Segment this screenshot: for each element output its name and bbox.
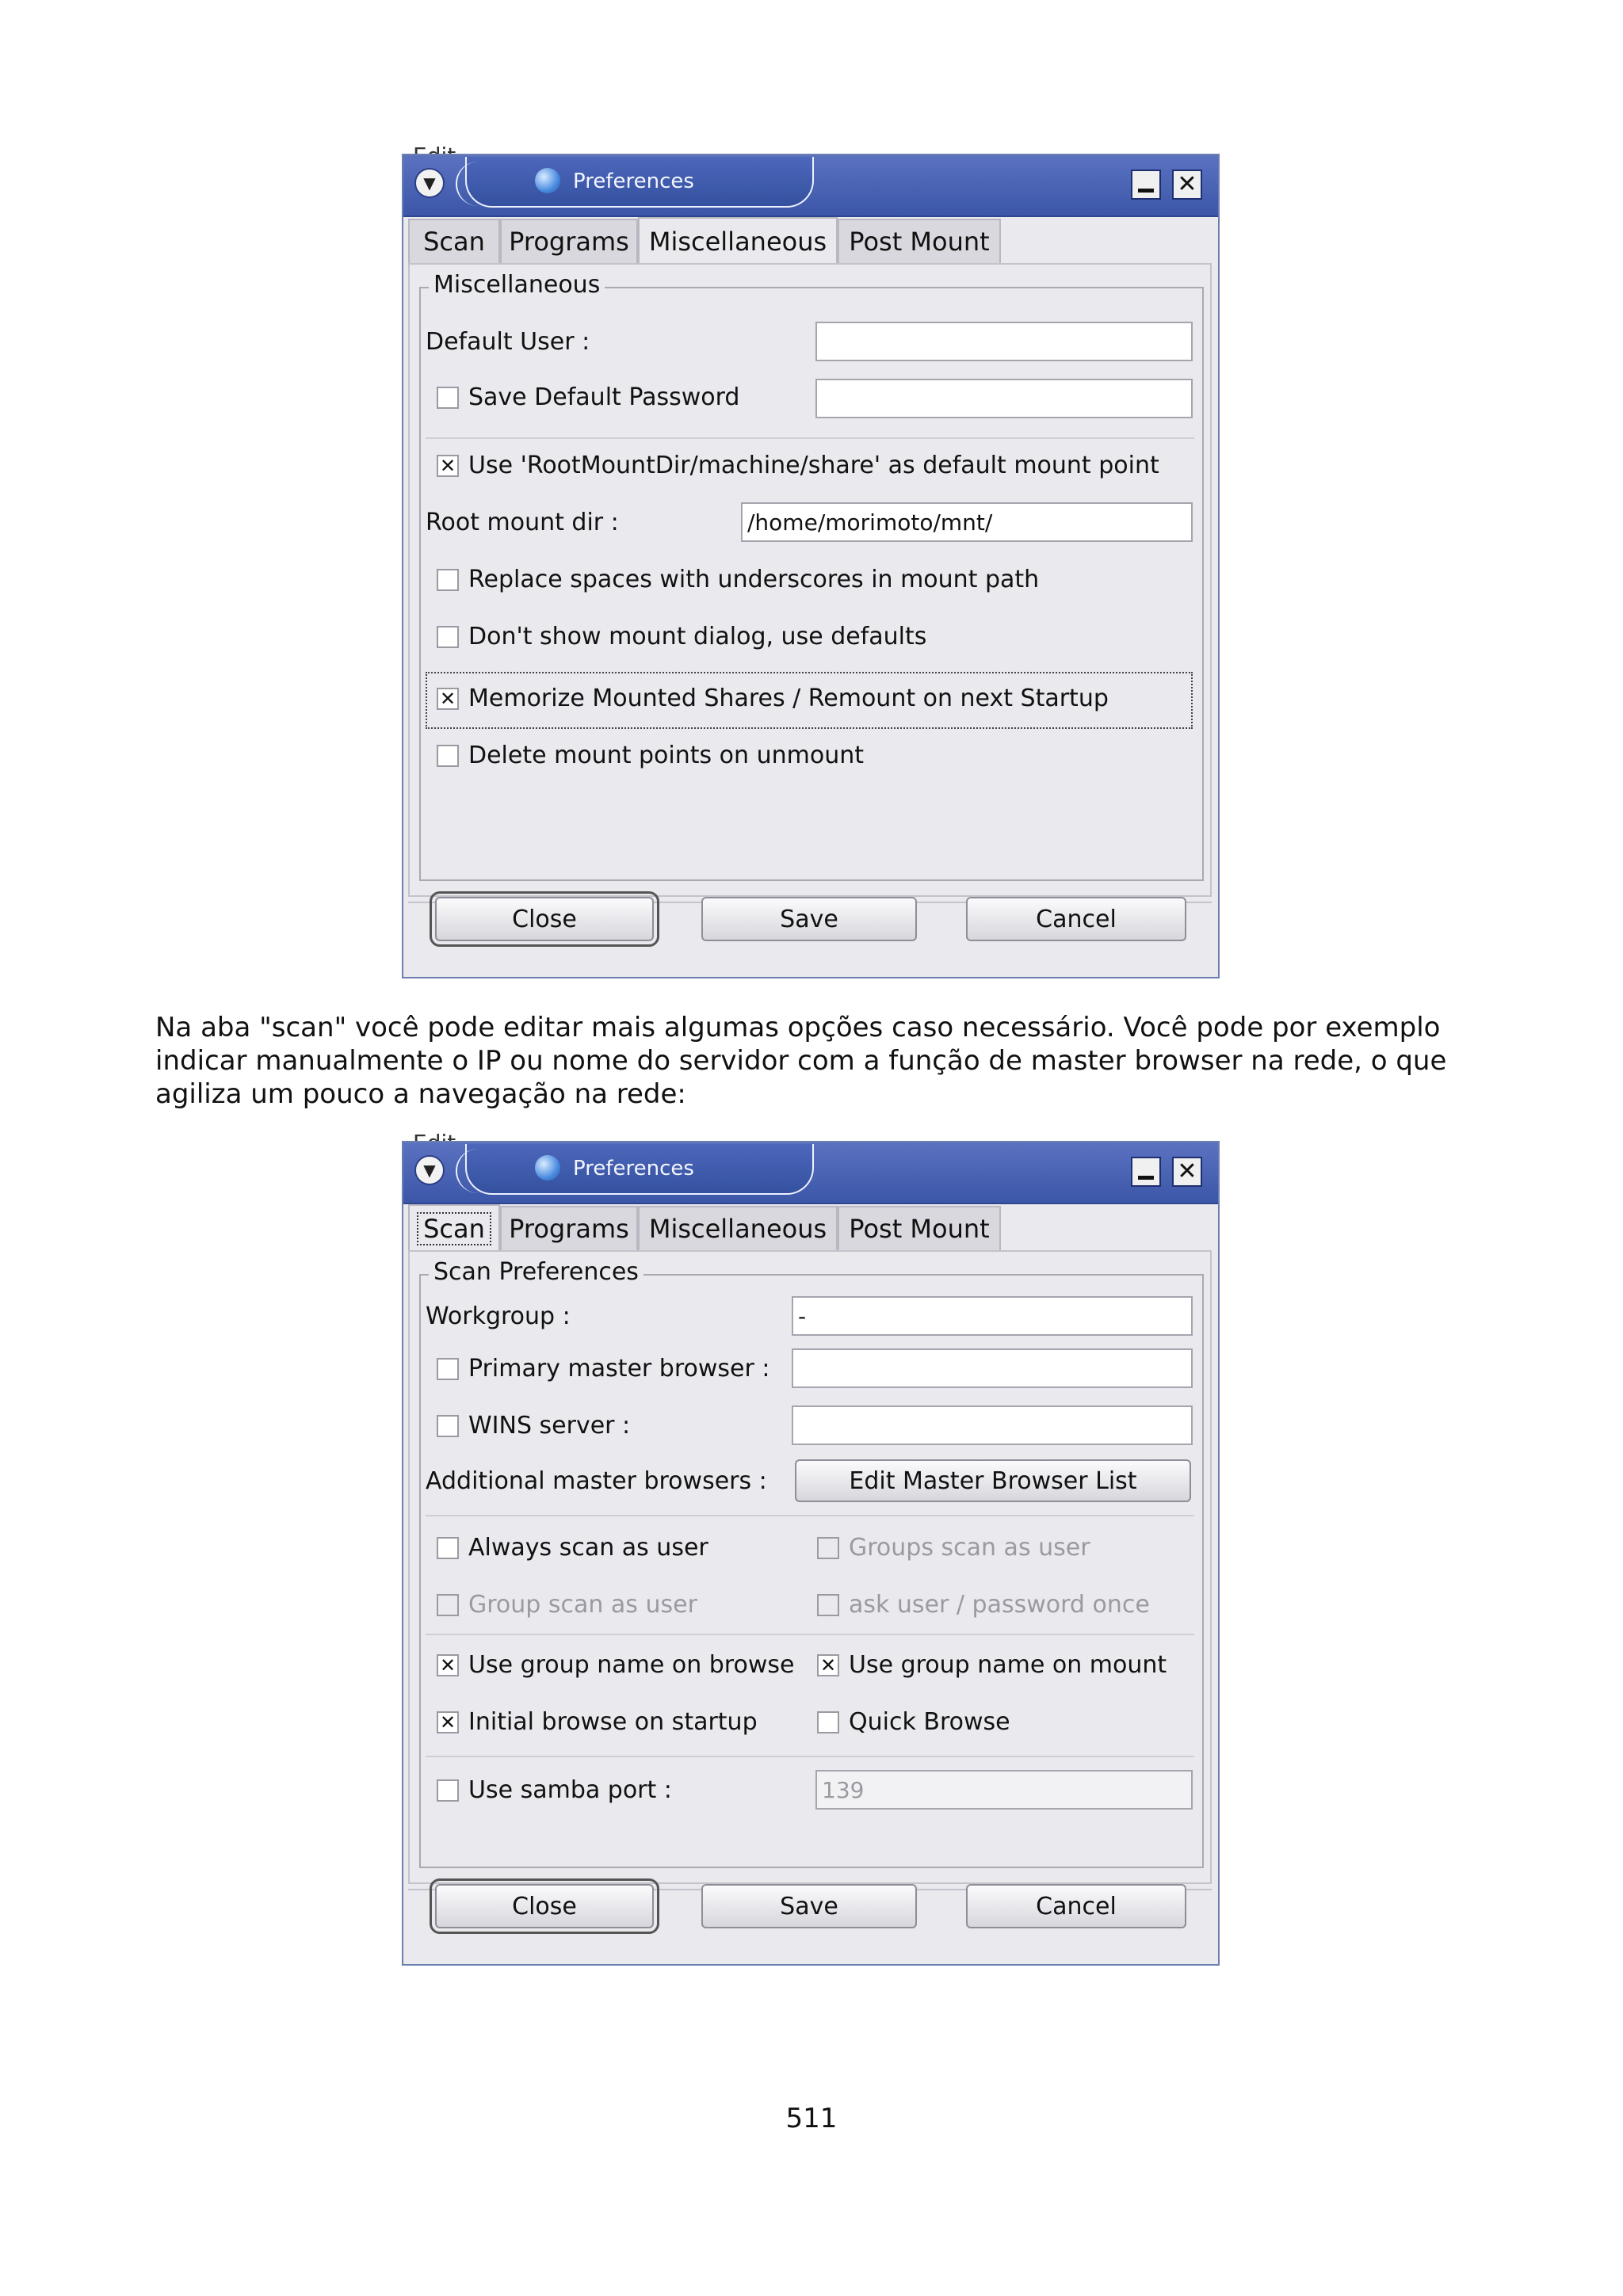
minimize-icon: [1138, 1176, 1154, 1180]
scan-preferences-group: [419, 1258, 1204, 1868]
cancel-button[interactable]: Cancel: [966, 1884, 1186, 1928]
root-mount-dir-label: Root mount dir :: [426, 509, 619, 536]
tab-miscellaneous[interactable]: Miscellaneous: [638, 217, 838, 265]
use-root-mount-label: Use 'RootMountDir/machine/share' as default mount point: [468, 452, 1159, 479]
chevron-down-icon: ▼: [423, 174, 436, 193]
tab-scan[interactable]: Scan: [408, 219, 500, 263]
samba-port-checkbox[interactable]: [437, 1779, 459, 1802]
tab-panel: [408, 263, 1212, 897]
title-bar[interactable]: [403, 1142, 1218, 1204]
group-title: Scan Preferences: [429, 1258, 643, 1286]
tab-programs[interactable]: Programs: [500, 1206, 638, 1250]
groups-scan-label: Groups scan as user: [849, 1534, 1090, 1562]
use-root-mount-checkbox[interactable]: ✕: [437, 455, 459, 477]
memorize-checkbox[interactable]: ✕: [437, 688, 459, 710]
replace-spaces-checkbox[interactable]: [437, 569, 459, 591]
use-group-mount-label: Use group name on mount: [849, 1651, 1167, 1679]
wins-server-checkbox[interactable]: [437, 1415, 459, 1437]
paragraph-line: indicar manualmente o IP ou nome do servidor com a função de master browser na rede, o que: [155, 1045, 1447, 1077]
primary-master-checkbox[interactable]: [437, 1358, 459, 1380]
use-group-browse-checkbox[interactable]: ✕: [437, 1654, 459, 1676]
separator: [426, 1515, 1194, 1516]
quick-browse-checkbox[interactable]: [817, 1711, 839, 1733]
root-mount-dir-input[interactable]: [741, 502, 1193, 542]
close-button[interactable]: Close: [435, 1884, 654, 1928]
close-window-button[interactable]: [1172, 1157, 1202, 1187]
initial-browse-checkbox[interactable]: ✕: [437, 1711, 459, 1733]
always-scan-checkbox[interactable]: [437, 1537, 459, 1559]
samba-port-input[interactable]: [815, 1770, 1193, 1810]
default-user-input[interactable]: [815, 322, 1193, 361]
always-scan-label: Always scan as user: [468, 1534, 708, 1562]
default-password-input[interactable]: [815, 379, 1193, 418]
minimize-button[interactable]: [1131, 1157, 1161, 1187]
additional-master-label: Additional master browsers :: [426, 1467, 767, 1495]
ask-user-label: ask user / password once: [849, 1591, 1150, 1619]
tab-scan[interactable]: [408, 1204, 500, 1252]
initial-browse-label: Initial browse on startup: [468, 1708, 758, 1736]
globe-icon: [535, 168, 560, 193]
preferences-dialog-miscellaneous: [402, 154, 1223, 982]
window: [402, 1141, 1220, 1966]
window-menu-button[interactable]: [414, 1155, 445, 1185]
samba-port-label: Use samba port :: [468, 1776, 672, 1804]
close-icon: ✕: [1177, 170, 1197, 198]
tab-post-mount[interactable]: Post Mount: [838, 219, 1001, 263]
dont-show-dialog-checkbox[interactable]: [437, 626, 459, 648]
window-title: Preferences: [573, 1157, 694, 1180]
quick-browse-label: Quick Browse: [849, 1708, 1010, 1736]
group-scan-checkbox[interactable]: [437, 1594, 459, 1616]
cancel-button[interactable]: Cancel: [966, 897, 1186, 941]
window-title: Preferences: [573, 170, 694, 193]
workgroup-label: Workgroup :: [426, 1302, 571, 1330]
separator: [426, 437, 1194, 439]
workgroup-input[interactable]: [792, 1296, 1193, 1336]
minimize-button[interactable]: [1131, 170, 1161, 200]
close-icon: ✕: [1177, 1158, 1197, 1185]
save-default-password-checkbox[interactable]: [437, 387, 459, 409]
save-button[interactable]: Save: [701, 1884, 917, 1928]
group-title: Miscellaneous: [429, 271, 605, 299]
window-menu-button[interactable]: [414, 168, 445, 198]
wins-server-input[interactable]: [792, 1405, 1193, 1445]
chevron-down-icon: ▼: [423, 1161, 436, 1180]
delete-mount-points-checkbox[interactable]: [437, 745, 459, 767]
save-button[interactable]: Save: [701, 897, 917, 941]
group-scan-label: Group scan as user: [468, 1591, 697, 1619]
close-window-button[interactable]: [1172, 170, 1202, 200]
use-group-browse-label: Use group name on browse: [468, 1651, 795, 1679]
minimize-icon: [1138, 189, 1154, 193]
separator: [426, 1756, 1194, 1757]
separator: [426, 1634, 1194, 1635]
default-user-label: Default User :: [426, 328, 590, 356]
use-group-mount-checkbox[interactable]: ✕: [817, 1654, 839, 1676]
tab-post-mount[interactable]: Post Mount: [838, 1206, 1001, 1250]
primary-master-input[interactable]: [792, 1348, 1193, 1388]
wins-server-label: WINS server :: [468, 1412, 631, 1440]
edit-menu-peek: [413, 141, 456, 154]
tab-scan-label: Scan: [417, 1212, 491, 1245]
title-tab: [465, 1144, 814, 1195]
memorize-label: Memorize Mounted Shares / Remount on next Startup: [468, 685, 1109, 712]
title-bar[interactable]: [403, 155, 1218, 217]
tab-panel: [408, 1250, 1212, 1884]
body-paragraph: [155, 1011, 1468, 1111]
replace-spaces-label: Replace spaces with underscores in mount path: [468, 566, 1040, 593]
window: [402, 154, 1220, 978]
globe-icon: [535, 1155, 560, 1180]
preferences-dialog-scan: [402, 1141, 1223, 1969]
edit-master-browser-list-button[interactable]: Edit Master Browser List: [795, 1459, 1191, 1502]
close-button[interactable]: Close: [435, 897, 654, 941]
primary-master-label: Primary master browser :: [468, 1355, 770, 1383]
miscellaneous-group: [419, 271, 1204, 881]
groups-scan-checkbox[interactable]: [817, 1537, 839, 1559]
title-tab: [465, 157, 814, 208]
edit-menu-peek: [413, 1128, 456, 1141]
paragraph-line: agiliza um pouco a navegação na rede:: [155, 1078, 686, 1110]
tab-programs[interactable]: Programs: [500, 219, 638, 263]
dont-show-dialog-label: Don't show mount dialog, use defaults: [468, 623, 927, 650]
save-default-password-label: Save Default Password: [468, 383, 740, 411]
paragraph-line: Na aba "scan" você pode editar mais algumas opções caso necessário. Você pode por exemplo: [155, 1012, 1441, 1043]
page-number: 511: [785, 2103, 838, 2134]
delete-mount-points-label: Delete mount points on unmount: [468, 742, 864, 769]
ask-user-checkbox[interactable]: [817, 1594, 839, 1616]
tab-miscellaneous[interactable]: Miscellaneous: [638, 1206, 838, 1250]
